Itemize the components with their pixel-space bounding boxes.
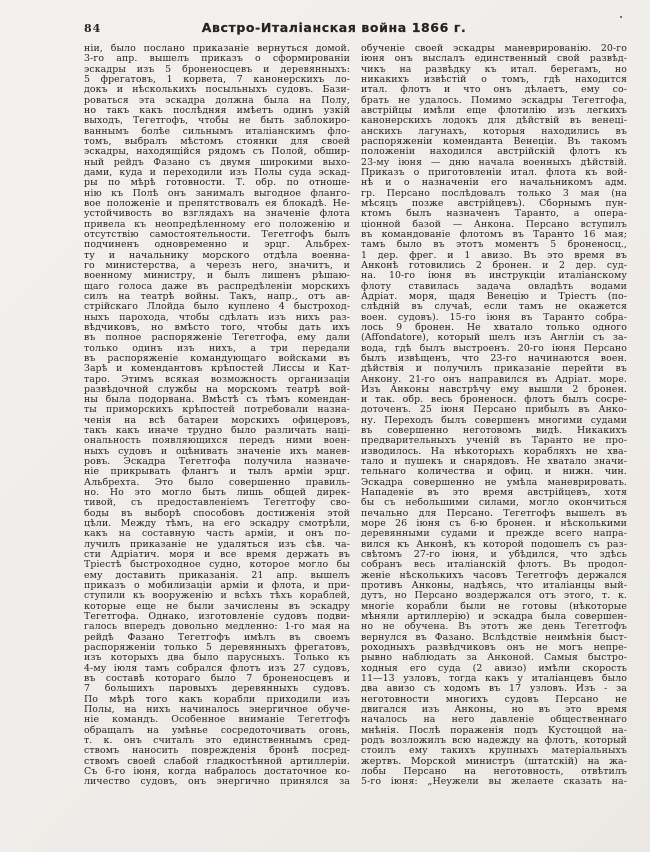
- text-line: вода, гдѣ былъ выстроенъ. 20-го іюня Персано: [361, 342, 627, 354]
- text-line: въ совершенно неготовомъ видѣ. Никакихъ: [361, 425, 627, 437]
- text-line: ціонной базой — Анкона. Персано вступилъ: [361, 218, 627, 230]
- text-line: стоилъ ему такихъ крупныхъ матеріальныхъ: [361, 745, 627, 757]
- text-line: въ командованіе флотомъ въ Таранто 16 мая;: [361, 228, 627, 240]
- text-line: докъ и нѣсколькихъ посыльныхъ судовъ. Бази-: [84, 84, 350, 96]
- text-line: брать не удалось. Помимо эскадры Тегетгофа,: [361, 94, 627, 106]
- ink-speck: [620, 16, 622, 18]
- text-line: нію къ Полѣ онъ занималъ выгодное фланго-: [84, 187, 350, 199]
- text-line: Приказъ о приготовленіи итал. флота къ вой-: [361, 166, 627, 178]
- text-line: слѣдній въ случаѣ, если тамъ не окажется: [361, 301, 627, 313]
- text-line: но такъ какъ послѣдняя имѣетъ одинъ узкій: [84, 104, 350, 116]
- text-line: ніе командъ. Особенное вниманіе Тегетгофъ: [84, 714, 350, 726]
- text-line: 1 дер. фрег. и 1 авизо. Въ это время въ: [361, 249, 627, 261]
- text-line: печально для Персано. Тегетгофъ вышелъ въ: [361, 507, 627, 519]
- text-line: По мѣрѣ того какъ корабли приходили изъ: [84, 693, 350, 705]
- text-line: сти Адріатич. моря и все время держать въ: [84, 549, 350, 561]
- text-line: свѣтомъ 27-го іюня, и убѣдился, что здѣсь: [361, 549, 627, 561]
- text-line: іюня онъ выслалъ единственный свой развѣд-: [361, 53, 627, 65]
- text-line: 7 большихъ паровыхъ деревянныхъ судовъ.: [84, 683, 350, 695]
- text-line: изводилось. На нѣкоторыхъ корабляхъ не хва-: [361, 445, 627, 457]
- text-line: вился къ Анконѣ, къ которой подошелъ съ раз-: [361, 538, 627, 550]
- text-line: Эскадра совершенно не умѣла маневрировать.: [361, 476, 627, 488]
- text-line: ченія на всѣ батареи морскихъ офицеровъ,: [84, 414, 350, 426]
- text-line: доточенъ. 25 іюня Персано прибылъ въ Анко-: [361, 404, 627, 416]
- text-line: щаго голоса даже въ распредѣленіи морскихъ: [84, 280, 350, 292]
- text-line: 4-му іюля тамъ собрался флотъ изъ 27 судовъ,: [84, 662, 350, 674]
- text-line: въ полное распоряженіе Тегетгофа, ему дали: [84, 332, 350, 344]
- text-line: ствомъ наносить поврежденія бронѣ посред-: [84, 745, 350, 757]
- text-line: ну. Переходъ былъ совершенъ многими судами: [361, 414, 627, 426]
- text-line: Анкону. 21-го онъ направился въ Адріат. море.: [361, 373, 627, 385]
- text-line: личество судовъ, онъ энергично принялся за: [84, 776, 350, 788]
- text-line: тамъ было въ этотъ моментъ 5 броненосц.,: [361, 239, 627, 251]
- text-line: ональность появляющихся передъ ними воен-: [84, 435, 350, 447]
- text-line: въ составѣ котораго было 7 броненосцевъ и: [84, 673, 350, 685]
- text-line: рывно наблюдать за Анконой. Самыя быстро-: [361, 652, 627, 664]
- text-line: го министерства, а черезъ него, значитъ, и: [84, 259, 350, 271]
- text-line: на. 10-го іюня въ инструкціи италіанскому: [361, 270, 627, 282]
- text-line: лобы Персано на неготовность, отвѣтилъ: [361, 765, 627, 777]
- text-line: 5 фрегатовъ, 1 корвета, 7 канонерскихъ ло-: [84, 73, 350, 85]
- text-line: положеніи находился австрійскій флотъ къ: [361, 146, 627, 158]
- text-line: изъ которыхъ два было парусныхъ. Только къ: [84, 652, 350, 664]
- text-line: дѣйствія и получилъ приказаніе перейти въ: [361, 363, 627, 375]
- text-line: ходныя его суда (2 авизо) имѣли скорость: [361, 662, 627, 674]
- text-line: собранъ весь италіанскій флотъ. Въ продол-: [361, 559, 627, 571]
- text-line: итал. флотъ и что онъ дѣлаетъ, ему со-: [361, 84, 627, 96]
- text-line: вое положеніе и препятствовалъ ея блокадѣ. Не-: [84, 197, 350, 209]
- text-line: 3-го апр. вышелъ приказъ о сформированіи: [84, 53, 350, 65]
- text-line: рейдѣ Фазано Тегетгофъ имѣлъ въ своемъ: [84, 631, 350, 643]
- text-line: противъ Анконы, надѣясь, что италіанцы вый-: [361, 580, 627, 592]
- text-line: лучилъ приказаніе не удаляться изъ сѣв. ча-: [84, 538, 350, 550]
- text-line: ны была подорвана. Вмѣстѣ съ тѣмъ комендан-: [84, 394, 350, 406]
- text-line: какъ на составную часть арміи, и онъ по-: [84, 528, 350, 540]
- page-header: [84, 20, 626, 40]
- text-line: приказъ о мобилизаціи арміи и флота, и при-: [84, 580, 350, 592]
- text-line: гр. Персано послѣдовалъ только 3 мая (на: [361, 187, 627, 199]
- text-line: Анконѣ готовились 2 бронен. и 2 дер. суд-: [361, 259, 627, 271]
- text-line: воен. судовъ). 15-го іюня въ Таранто собра-: [361, 311, 627, 323]
- text-line: распоряженіи только 5 деревянныхъ фрегатовъ,: [84, 642, 350, 654]
- text-line: канонерскихъ лодокъ для дѣйствій въ венеці-: [361, 115, 627, 127]
- text-line: неготовности многихъ судовъ Персано не: [361, 693, 627, 705]
- text-line: вернулся въ Фазано. Вслѣдствіе неимѣнія быст-: [361, 631, 627, 643]
- text-line: распоряженіи коменданта Венеціи. Въ такомъ: [361, 135, 627, 147]
- text-line: жертвъ. Морской министръ (штатскій) на жа-: [361, 755, 627, 767]
- text-line: ры по мѣрѣ готовности. Т. обр. по отноше-: [84, 177, 350, 189]
- text-line: дами, куда и переходили изъ Полы суда эскад-: [84, 166, 350, 178]
- text-line: два авизо съ ходомъ въ 17 узловъ. Изъ - за: [361, 683, 627, 695]
- text-line: ныхъ судовъ и оцѣнивать значеніе ихъ манев-: [84, 445, 350, 457]
- left-column: [84, 44, 350, 788]
- text-block: [84, 44, 626, 788]
- text-line: роваться эта эскадра должна была на Полу,: [84, 94, 350, 106]
- text-line: море 26 іюня съ 6-ю бронен. и нѣсколькими: [361, 518, 627, 530]
- text-line: таро. Этимъ всякая возможность организаціи: [84, 373, 350, 385]
- text-line: въ распоряженіе командующаго войсками въ: [84, 352, 350, 364]
- text-line: ровъ. Эскадра Тегетгофа получила назначе-: [84, 456, 350, 468]
- text-line: привела къ неопредѣленному его положенію и: [84, 218, 350, 230]
- text-line: ваннымъ болѣе сильнымъ италіанскимъ фло-: [84, 125, 350, 137]
- text-line: Изъ Анконы навстрѣчу ему вышли 2 бронен.: [361, 383, 627, 395]
- text-line: ніе прикрывать флангъ и тылъ арміи эрцг.: [84, 466, 350, 478]
- text-line: ту и начальнику морского отдѣла военна-: [84, 249, 350, 261]
- text-line: началось на него давленіе общественнаго: [361, 714, 627, 726]
- text-line: родъ возложилъ всю надежду на флотъ, который: [361, 734, 627, 746]
- text-line: подчиненъ одновременно и эрцг. Альбрех-: [84, 239, 350, 251]
- text-line: эскадры, находящійся рядомъ съ Полой, обшир-: [84, 146, 350, 158]
- text-line: мѣсяцъ позже австрійцевъ). Сборнымъ пун-: [361, 197, 627, 209]
- text-line: вѣдчиковъ, но вмѣсто того, чтобы дать ихъ: [84, 321, 350, 333]
- text-line: стрійскаго Ллойда было куплено 4 быстроход-: [84, 301, 350, 313]
- text-line: бы съ небольшими силами, могло окончиться: [361, 497, 627, 509]
- text-line: нѣ и о назначеніи его начальникомъ адм.: [361, 177, 627, 189]
- text-line: флоту ставилась задача овладѣть водами: [361, 280, 627, 292]
- text-line: двигался изъ Анконы, но въ это время: [361, 704, 627, 715]
- text-line: ный рейдъ Фазано съ двумя широкими выхо-: [84, 156, 350, 168]
- text-line: деревянными судами и прежде всего напра-: [361, 528, 627, 540]
- text-line: развѣдочной службы на морскомъ театрѣ вой-: [84, 383, 350, 395]
- text-line: Тегетгофа. Однако, изготовленіе судовъ подви-: [84, 611, 350, 623]
- text-line: и так. обр. весь броненосн. флотъ былъ сосре-: [361, 394, 627, 406]
- text-line: никакихъ извѣстій о томъ, гдѣ находится: [361, 73, 627, 85]
- text-line: такъ какъ иначе трудно было различать наці-: [84, 425, 350, 437]
- right-column: [361, 44, 627, 788]
- text-line: тивой, съ предоставленіемъ Тегетгофу сво-: [84, 497, 350, 509]
- text-line: ему доставить приказанія. 21 апр. вышелъ: [84, 569, 350, 581]
- text-line: Тріестѣ быстроходное судно, которое могло бы: [84, 559, 350, 571]
- text-line: женіе нѣсколькихъ часовъ Тегетгофъ держался: [361, 569, 627, 581]
- text-line: силъ на театрѣ войны. Такъ, напр., отъ ав-: [84, 290, 350, 302]
- page-number: 84: [84, 22, 102, 35]
- text-line: тельнаго количества и офиц. и нижн. чин.: [361, 466, 627, 478]
- text-line: но. Но это могло быть лишь общей дирек-: [84, 487, 350, 499]
- text-line: боды въ выборѣ способовъ достиженія этой: [84, 507, 350, 519]
- text-line: Альбрехта. Это было совершенно правиль-: [84, 476, 350, 488]
- text-line: 11—13 узловъ, тогда какъ у италіанцевъ было: [361, 673, 627, 685]
- text-line: тало и пушекъ и снарядовъ. Не хватало значи-: [361, 456, 627, 468]
- text-line: 23-му іюня — дню начала военныхъ дѣйствій.: [361, 156, 627, 168]
- text-line: только одинъ изъ нихъ, а три передали: [84, 342, 350, 354]
- text-line: австрійцы имѣли еще флотилію изъ легкихъ: [361, 104, 627, 116]
- text-line: предварительныхъ ученій въ Таранто не про-: [361, 435, 627, 447]
- text-line: ступили къ вооруженію и всѣхъ тѣхъ кораблей,: [84, 590, 350, 602]
- text-line: ктомъ былъ назначенъ Таранто, а опера-: [361, 208, 627, 220]
- text-line: которые еще не были зачислены въ эскадру: [84, 600, 350, 612]
- text-line: выходъ, Тегетгофъ, чтобы не быть заблокиро-: [84, 115, 350, 127]
- text-line: ныхъ парохода, чтобы сдѣлать изъ нихъ раз-: [84, 311, 350, 323]
- text-line: лось 9 бронен. Не хватало только одного: [361, 321, 627, 333]
- text-line: устойчивость во взглядахъ на значеніе флота: [84, 208, 350, 220]
- text-line: роходныхъ развѣдчиковъ онъ не могъ непре-: [361, 642, 627, 654]
- text-line: эскадры изъ 5 броненосцевъ и деревянныхъ:: [84, 63, 350, 75]
- text-line: (Affondatore), который шелъ изъ Англіи съ за-: [361, 332, 627, 344]
- text-line: многіе корабли были не готовы (нѣкоторые: [361, 600, 627, 612]
- text-line: дутъ, но Персано воздержался отъ этого, т. к.: [361, 590, 627, 602]
- text-line: обращалъ на умѣнье сосредоточивать огонь,: [84, 724, 350, 736]
- text-line: анскихъ лагунахъ, которыя находились въ: [361, 125, 627, 137]
- text-line: Зарѣ и комендантовъ крѣпостей Лиссы и Кат-: [84, 363, 350, 375]
- text-line: ты приморскихъ крѣпостей потребовали назна-: [84, 404, 350, 416]
- text-line: но не обучена. Въ этотъ же день Тегетгофъ: [361, 621, 627, 633]
- text-line: томъ, выбралъ мѣстомъ стоянки для своей: [84, 135, 350, 147]
- text-line: галось впередъ довольно медленно: 1-го мая на: [84, 621, 350, 633]
- text-line: военному министру, и былъ лишенъ рѣшаю-: [84, 270, 350, 282]
- text-line: мнѣнія. Послѣ пораженія подъ Кустоццой на-: [361, 724, 627, 736]
- text-line: былъ извѣщенъ, что 23-го начинаются воен.: [361, 352, 627, 364]
- text-line: ствомъ своей слабой гладкостѣнной артиллеріи.: [84, 755, 350, 767]
- text-line: 5-го іюня: „Неужели вы желаете сказать на-: [361, 776, 627, 788]
- text-line: обученіе своей эскадры маневрированію. 20-го: [361, 43, 627, 54]
- text-line: Съ 6-го іюня, когда набралось достаточное ко-: [84, 765, 350, 777]
- running-title: Австро-Италіанская война 1866 г.: [201, 20, 467, 35]
- text-line: Полы, на нихъ начиналось энергичное обуче-: [84, 704, 350, 715]
- text-line: мѣняли артиллерію) и эскадра была совершен-: [361, 611, 627, 623]
- text-line: Адріат. моря, щадя Венецію и Тріестъ (по-: [361, 290, 627, 302]
- text-line: отсутствію самостоятельности. Тегетгофъ былъ: [84, 228, 350, 240]
- text-line: ніи, было послано приказаніе вернуться домой.: [84, 43, 350, 54]
- text-line: Нападеніе въ это время австрійцевъ, хотя: [361, 487, 627, 499]
- text-line: т. к. онъ считалъ это единственнымъ сред-: [84, 734, 350, 746]
- text-line: чикъ на развѣдку къ итал. берегамъ, но: [361, 63, 627, 75]
- text-line: цѣли. Между тѣмъ, на его эскадру смотрѣли,: [84, 518, 350, 530]
